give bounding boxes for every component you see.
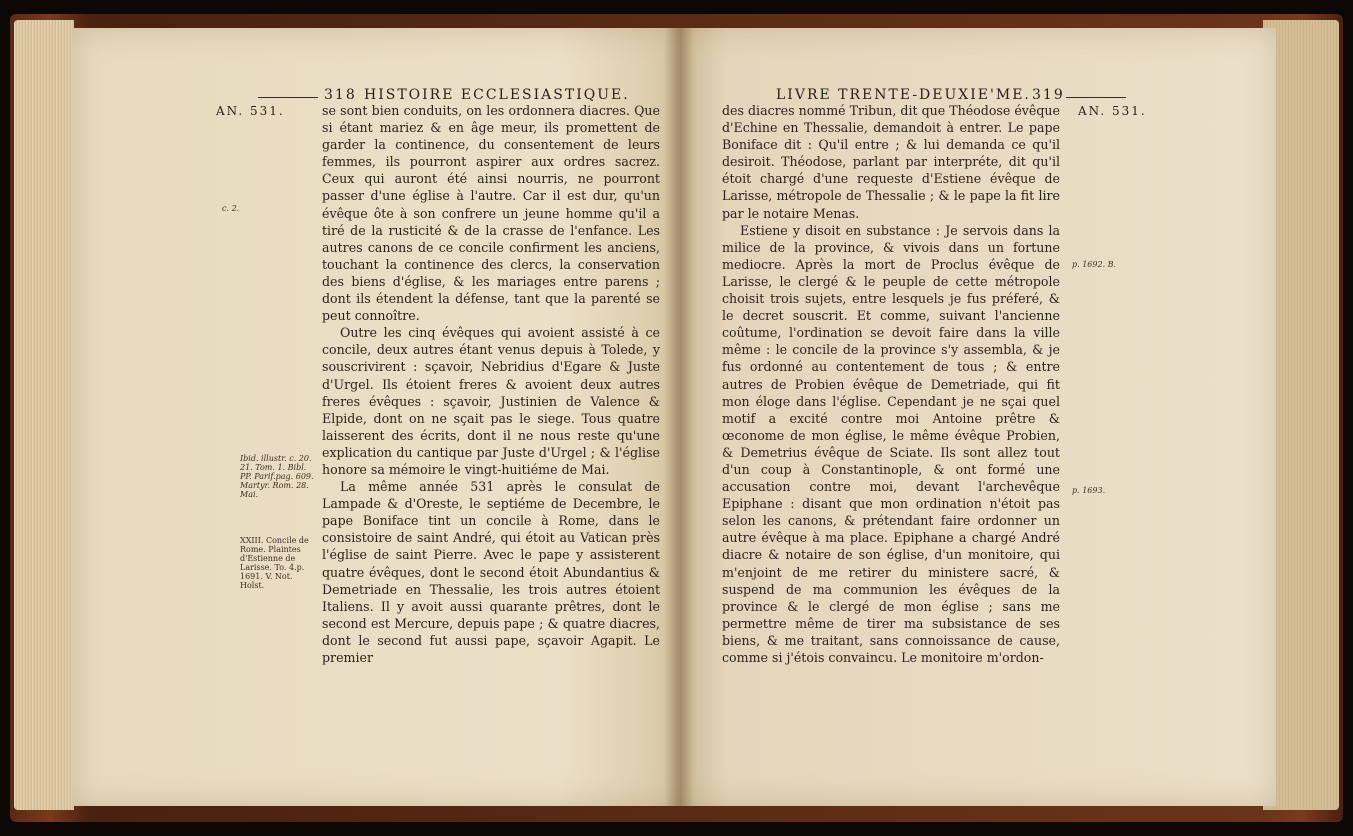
left-running-head: HISTOIRE ECCLESIASTIQUE. — [364, 87, 630, 103]
right-paragraph-1: des diacres nommé Tribun, dit que Théodose évêque d'Echine en Thessalie, demandoit à entrer. Le pape Boniface dit : Qu'il entre ; & lui demanda ce qu'il desiroit. Théodose, parlant par interpréte, dit qu'il étoit chargé d'une requeste d'Estiene évêque de Larisse, métropole de Thessalie ; & le pape la fit lire par le notaire Menas. — [722, 103, 1060, 221]
right-margin-note-2: p. 1693. — [1072, 486, 1106, 495]
head-rule-right — [1066, 97, 1126, 98]
left-body-text — [322, 102, 660, 666]
right-paragraph-2: Estiene y disoit en substance : Je servois dans la milice de la province, & vivois dans un fortune mediocre. Après la mort de Proclus évêque de Larisse, le clergé & le peuple de cette métropole choisit trois sujets, entre lesquels je fus préferé, & le decret souscrit. Et comme, suivant l'ancienne coûtume, l'ordination se devoit faire dans la ville même : le concile de la province s'y assembla, & je fus ordonné au contentement de tous ; & entre autres de Probien évêque de Demetriade, qui fit mon éloge dans l'église. Cependant je ne sçai quel motif a excité contre moi Antoine prêtre & œconome de mon église, le même évêque Probien, & Demetrius évêque de Sciate. Ils sont allez tout d'un coup à Constantinople, & ont formé une accusation contre moi, devant l'archevêque Epiphane : disant que mon ordination n'étoit pas selon les canons, & prétendant faire ordonner un autre évêque à ma place. Epiphane a chargé André diacre & notaire de son église, d'un monitoire, qui m'enjoint de me retirer du ministere sacré, & suspend de ma communion les évêques de la province & le clergé de mon église ; sans me permettre même de tirer ma subsistance de ses biens, & me traitant, sans connoissance de cause, comme si j'étois convaincu. Le monitoire m'ordon- — [722, 222, 1060, 665]
left-margin-note-2: Ibid. illustr. c. 20. 21. Tom. 1. Bibl. PP. Parif.pag. 609. Martyr. Rom. 28. Mai. — [240, 454, 314, 499]
right-margin-note-1: p. 1692. B. — [1072, 260, 1117, 269]
left-paragraph-2: Outre les cinq évêques qui avoient assisté à ce concile, deux autres étant venus depuis à Tolede, y souscrivirent : sçavoir, Nebridius d'Egare & Juste d'Urgel. Ils étoient freres & avoient deux autres freres évêques : sçavoir, Justinien de Valence & Elpide, dont on ne sçait pas le siege. Tous quatre laisserent des écrits, dont il ne nous reste qu'une explication du cantique par Juste d'Urgel ; & l'église honore sa mémoire le vingt-huitiéme de Mai. — [322, 325, 660, 477]
page-edges-left — [14, 20, 74, 810]
left-page-number: 318 — [324, 87, 357, 103]
right-running-head: LIVRE TRENTE-DEUXIE'ME. — [776, 87, 1031, 103]
left-page — [72, 28, 680, 806]
book-gutter — [664, 28, 694, 806]
right-margin-year: AN. 531. — [1078, 104, 1147, 118]
left-paragraph-3: La même année 531 après le consulat de Lampade & d'Oreste, le septiéme de Decembre, le pape Boniface tint un concile à Rome, dans le consistoire de saint André, qui étoit au Vatican près l'église de saint Pierre. Avec le pape y assisterent quatre évêques, dont le second étoit Abundantius & Demetriade en Thessalie, les trois autres étoient Italiens. Il y avoit aussi quarante prêtres, dont le second est Mercure, depuis pape ; & quatre diacres, dont le second fut aussi pape, sçavoir Agapit. Le premier — [322, 479, 660, 665]
right-body-text — [722, 102, 1060, 666]
left-paragraph-1: se sont bien conduits, on les ordonnera diacres. Que si étant mariez & en âge meur, ils promettent de garder la continence, du consentement de leurs femmes, ils pourront aspirer aux ordres sacrez. Ceux qui auront été ainsi nourris, ne pourront passer d'une église à l'autre. Car il est dur, qu'un évêque ôte à son confrere un jeune homme qu'il a tiré de la rusticité & de la crasse de l'enfance. Les autres canons de ce concile confirment les anciens, touchant la continence des clercs, la conservation des biens d'église, & les mariages entre parens ; dont ils étendent la défense, tant que la parenté se peut connoître. — [322, 103, 660, 324]
left-margin-note-1: c. 2. — [222, 204, 240, 213]
right-page-number: 319 — [1032, 87, 1065, 103]
head-rule-left — [258, 97, 318, 98]
right-page — [680, 28, 1276, 806]
left-margin-note-3: XXIII. Concile de Rome. Plaintes d'Estienne de Larisse. To. 4.p. 1691. V. Not. Holst. — [240, 536, 309, 590]
left-margin-year: AN. 531. — [216, 104, 285, 118]
